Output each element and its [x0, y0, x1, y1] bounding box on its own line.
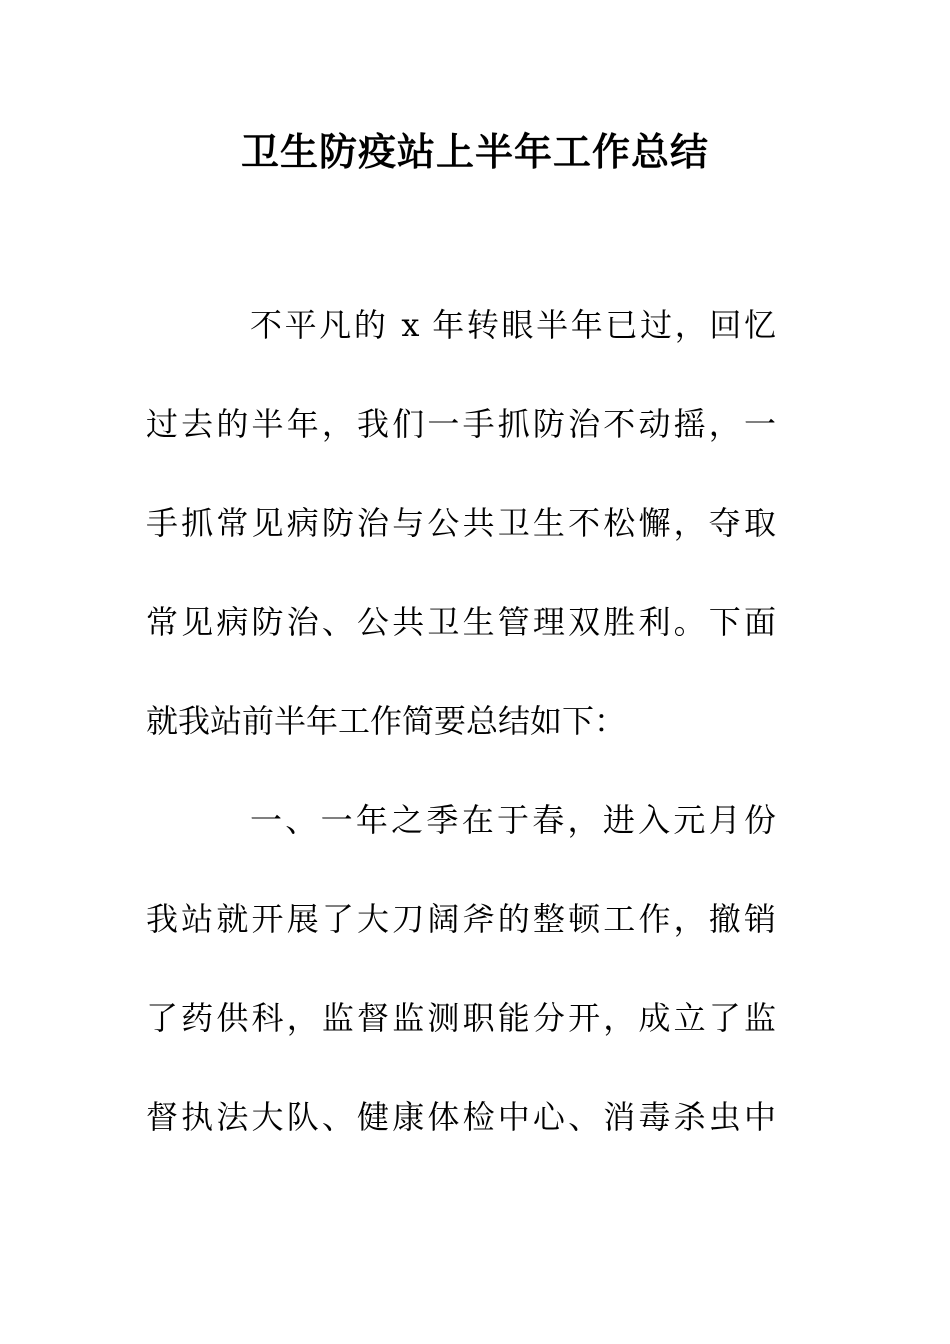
paragraph-line: 不平凡的 x 年转眼半年已过，回忆 [250, 306, 776, 344]
paragraph-line: 常见病防治、公共卫生管理双胜利。下面 [146, 603, 776, 641]
paragraph-line: 过去的半年，我们一手抓防治不动摇，一 [146, 405, 776, 443]
document-title: 卫生防疫站上半年工作总结 [240, 130, 709, 174]
paragraph-line: 手抓常见病防治与公共卫生不松懈，夺取 [146, 504, 776, 542]
paragraph-line: 一、一年之季在于春，进入元月份 [250, 801, 776, 839]
paragraph-line: 督执法大队、健康体检中心、消毒杀虫中 [146, 1098, 776, 1136]
paragraph-1 [146, 276, 776, 771]
paragraph-2 [146, 771, 776, 1167]
paragraph-line: 就我站前半年工作简要总结如下： [146, 702, 627, 740]
paragraph-line: 我站就开展了大刀阔斧的整顿工作，撤销 [146, 900, 776, 938]
paragraph-line: 了药供科，监督监测职能分开，成立了监 [146, 999, 776, 1037]
